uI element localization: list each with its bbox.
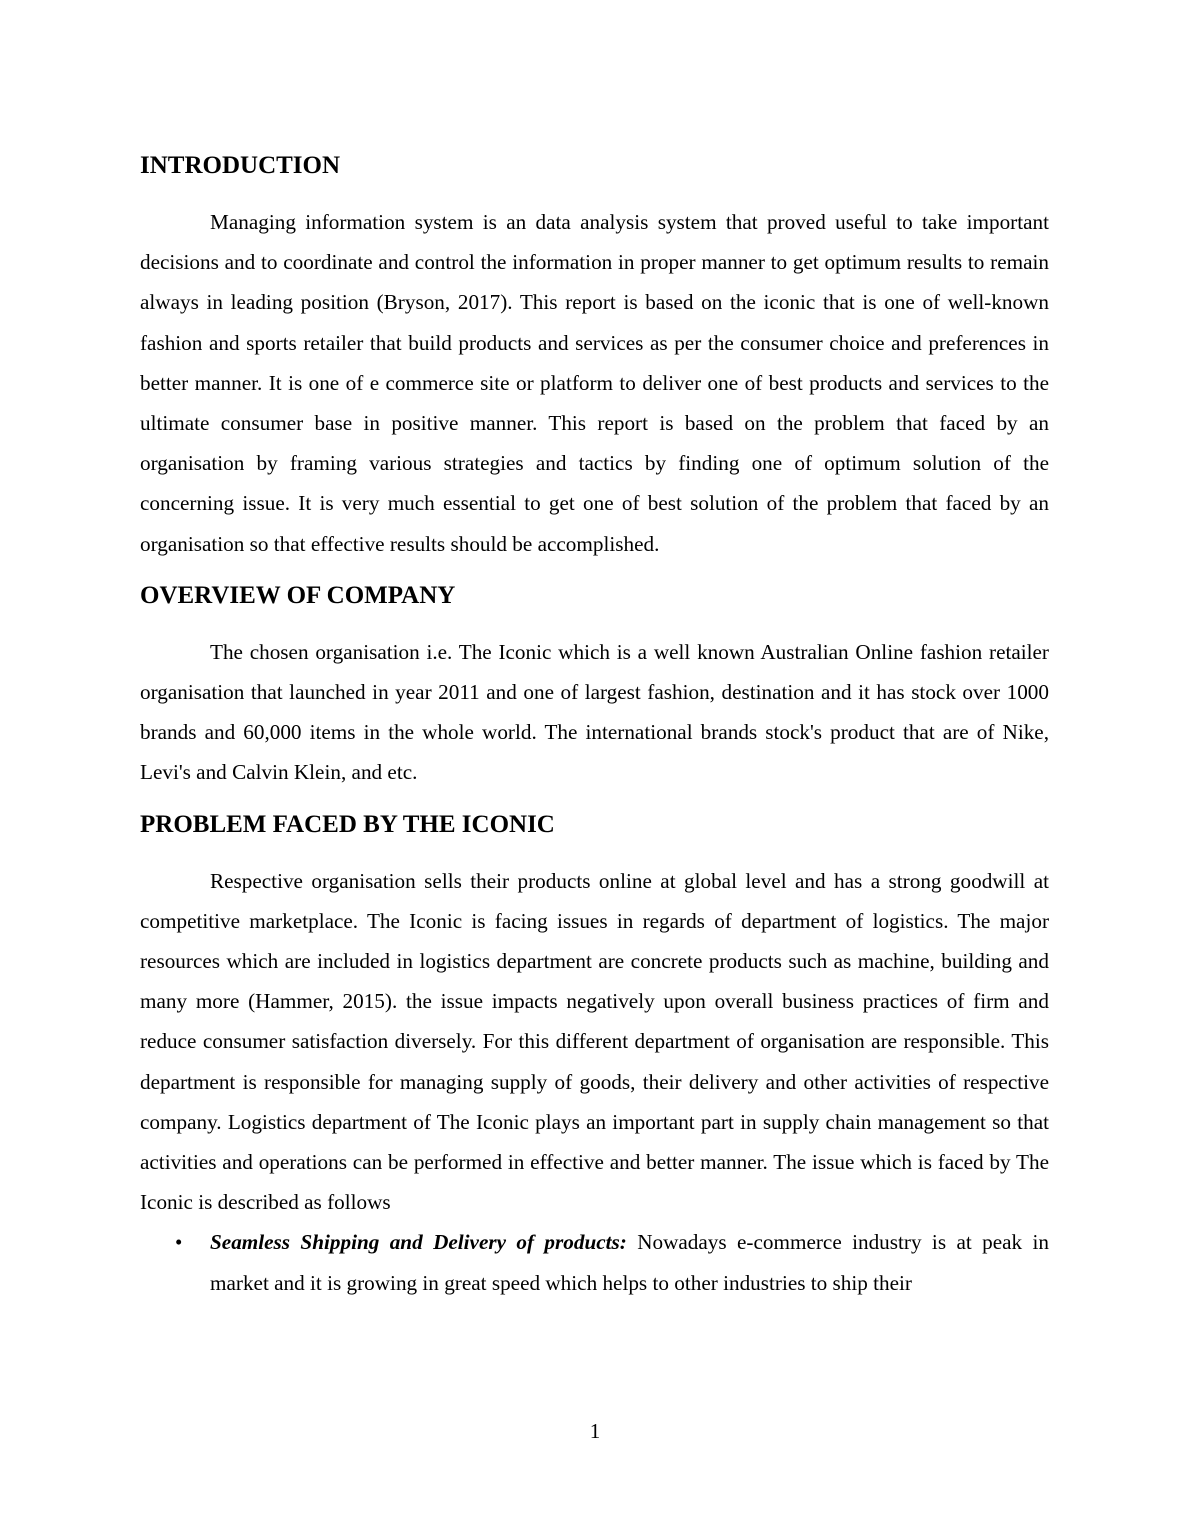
problem-heading: PROBLEM FACED BY THE ICONIC (140, 810, 555, 838)
bullet-icon: • (175, 1230, 183, 1255)
list-item (140, 1222, 1049, 1302)
problem-bullet-list (140, 1222, 1049, 1302)
introduction-heading: INTRODUCTION (140, 152, 341, 179)
page-number: 1 (589, 1419, 601, 1443)
introduction-paragraph: Managing information system is an data analysis system that proved useful to take important decisions and to coordinate and control the information in proper manner to get optimum results to remain always in leading position (Bryson, 2017). This report is based on the iconic that is one of well-known fashion and sports retailer that build products and services as per the consumer choice and preferences in better manner. It is one of e commerce site or platform to deliver one of best products and services to the ultimate consumer base in positive manner. This report is based on the problem that faced by an organisation by framing various strategies and tactics by finding one of optimum solution of the concerning issue. It is very much essential to get one of best solution of the problem that faced by an organisation so that effective results should be accomplished. (140, 210, 1049, 556)
overview-heading: OVERVIEW OF COMPANY (140, 581, 456, 609)
bullet-text: Nowadays e-commerce industry is at peak in market and it is growing in great speed which helps to other industries to ship their (210, 1230, 1049, 1295)
overview-paragraph: The chosen organisation i.e. The Iconic which is a well known Australian Online fashion retailer organisation that launched in year 2011 and one of largest fashion, destination and it has stock over 1000 brands and 60,000 items in the whole world. The international brands stock's product that are of Nike, Levi's and Calvin Klein, and etc. (140, 639, 1049, 785)
problem-paragraph: Respective organisation sells their products online at global level and has a strong goodwill at competitive marketplace. The Iconic is facing issues in regards of department of logistics. The major resources which are included in logistics department are concrete products such as machine, building and many more (Hammer, 2015). the issue impacts negatively upon overall business practices of firm and reduce consumer satisfaction diversely. For this different department of organisation are responsible. This department is responsible for managing supply of goods, their delivery and other activities of respective company. Logistics department of The Iconic plays an important part in supply chain management so that activities and operations can be performed in effective and better manner. The issue which is faced by The Iconic is described as follows (140, 868, 1049, 1215)
document-page (140, 146, 1049, 1303)
bullet-lead: Seamless Shipping and Delivery of products: (210, 1230, 627, 1255)
